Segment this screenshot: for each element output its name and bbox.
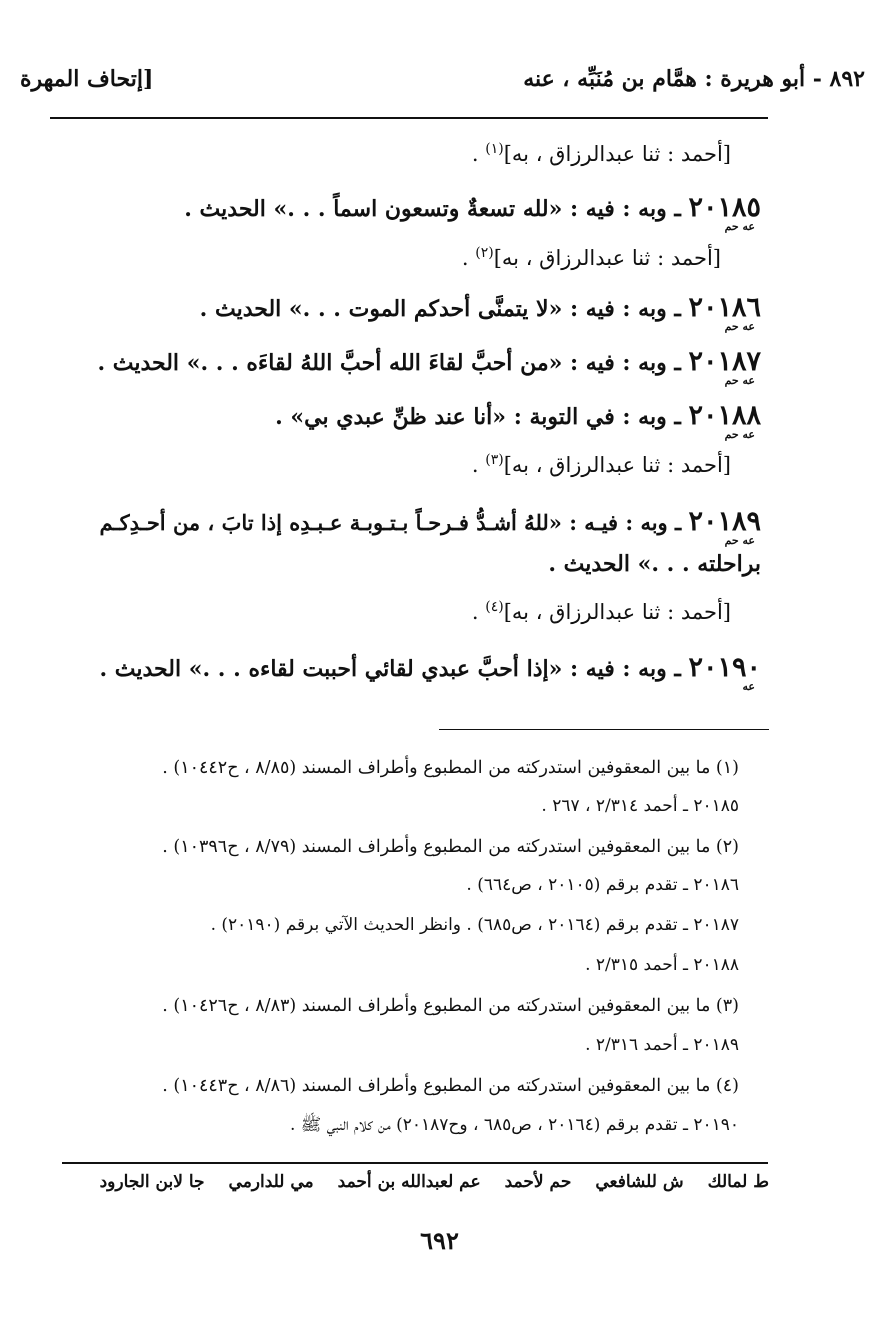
footnote-ref: (٢) <box>475 245 494 261</box>
hadith-number: ٢٠١٩٠ <box>688 652 761 683</box>
hadith-text: ـ وبه : فيـه : «للهُ أشـدُّ فـرحـاً بـتـوبـة عـبـدِه إذا تابَ ، من أحـدِكـم <box>99 510 689 535</box>
footnote: ٢٠١٨٥ ـ أحمد ٢/٣١٤ ، ٢٦٧ . <box>541 796 739 816</box>
source-sigla: عه حم <box>724 534 755 547</box>
source-sigla: عه حم <box>724 320 755 333</box>
hadith-entry <box>99 650 761 693</box>
hadith-text: ـ وبه : في التوبة : «أنا عند ظنِّ عبدي بي» . <box>275 404 689 430</box>
book-title: [إتحاف المهرة <box>20 66 154 92</box>
legend-item: عم لعبدالله بن أحمد <box>337 1172 481 1192</box>
hadith-entry <box>99 504 761 547</box>
source-sigla: عه <box>742 680 755 693</box>
legend-item: مي للدارمي <box>228 1172 314 1192</box>
hadith-number: ٢٠١٨٦ <box>688 292 761 323</box>
hadith-number: ٢٠١٨٧ <box>688 346 761 377</box>
source-line: [أحمد : ثنا عبدالرزاق ، به]$^{(١)}$ . <box>471 141 731 166</box>
legend-item: حم لأحمد <box>504 1172 572 1192</box>
footnote: ٢٠١٨٩ ـ أحمد ٢/٣١٦ . <box>585 1035 739 1055</box>
footnote-ref: (٣) <box>485 452 504 468</box>
footnote-ref: (١) <box>485 141 504 157</box>
hadith-continuation: براحلته . . .» الحديث . <box>548 551 761 577</box>
source-line: [أحمد : ثنا عبدالرزاق ، به]$^{(٣)}$ . <box>471 452 731 477</box>
hadith-number: ٢٠١٨٩ <box>688 506 761 537</box>
footnote-divider <box>439 729 769 730</box>
footnote: (٢) ما بين المعقوفين استدركته من المطبوع وأطراف المسند (٨/٧٩ ، ح١٠٣٩٦) . <box>162 837 739 857</box>
source-sigla: عه حم <box>724 374 755 387</box>
legend-divider <box>62 1162 768 1164</box>
chapter-title: ٨٩٢ - أبو هريرة : همَّام بن مُنَبِّه ، عنه <box>523 66 865 92</box>
hadith-text: ـ وبه : فيه : «لا يتمنَّى أحدكم الموت . . .» الحديث . <box>199 296 689 322</box>
header-divider <box>50 117 768 119</box>
source-sigla: عه حم <box>724 220 755 233</box>
source-line: [أحمد : ثنا عبدالرزاق ، به]$^{(٢)}$ . <box>461 245 721 270</box>
footnote: (١) ما بين المعقوفين استدركته من المطبوع وأطراف المسند (٨/٨٥ ، ح١٠٤٤٢) . <box>162 758 739 778</box>
hadith-text: ـ وبه : فيه : «لله تسعةٌ وتسعون اسماً . . .» الحديث . <box>184 196 689 222</box>
footnote: ٢٠١٨٧ ـ تقدم برقم (٢٠١٦٤ ، ص٦٨٥) . وانظر الحديث الآتي برقم (٢٠١٩٠) . <box>210 915 739 935</box>
source-line: [أحمد : ثنا عبدالرزاق ، به]$^{(٤)}$ . <box>471 599 731 624</box>
page-number: ٦٩٢ <box>420 1226 459 1255</box>
legend-item: جا لابن الجارود <box>99 1172 205 1192</box>
hadith-number: ٢٠١٨٨ <box>688 400 761 431</box>
legend-item: ش للشافعي <box>595 1172 684 1192</box>
hadith-entry <box>275 398 761 441</box>
hadith-entry <box>97 344 761 387</box>
footnote: (٣) ما بين المعقوفين استدركته من المطبوع وأطراف المسند (٨/٨٣ ، ح١٠٤٢٦) . <box>162 996 739 1016</box>
footnote: ٢٠١٩٠ ـ تقدم برقم (٢٠١٦٤ ، ص٦٨٥ ، وح٢٠١٨٧) من كلام النبي ﷺ . <box>289 1115 739 1135</box>
hadith-entry <box>184 190 761 233</box>
hadith-text: ـ وبه : فيه : «من أحبَّ لقاءَ الله أحبَّ اللهُ لقاءَه . . .» الحديث . <box>97 350 689 376</box>
footnote: ٢٠١٨٨ ـ أحمد ٢/٣١٥ . <box>585 955 739 975</box>
sigla-legend <box>100 1172 769 1192</box>
source-sigla: عه حم <box>724 428 755 441</box>
footnote-ref: (٤) <box>485 599 504 615</box>
hadith-entry <box>199 290 761 333</box>
hadith-text: ـ وبه : فيه : «إذا أحبَّ عبدي لقائي أحببت لقاءه . . .» الحديث . <box>99 656 689 682</box>
footnote: (٤) ما بين المعقوفين استدركته من المطبوع وأطراف المسند (٨/٨٦ ، ح١٠٤٤٣) . <box>162 1076 739 1096</box>
hadith-number: ٢٠١٨٥ <box>688 192 761 223</box>
running-header <box>20 66 865 106</box>
footnote: ٢٠١٨٦ ـ تقدم برقم (٢٠١٠٥ ، ص٦٦٤) . <box>466 875 739 895</box>
legend-item: ط لمالك <box>707 1172 769 1192</box>
